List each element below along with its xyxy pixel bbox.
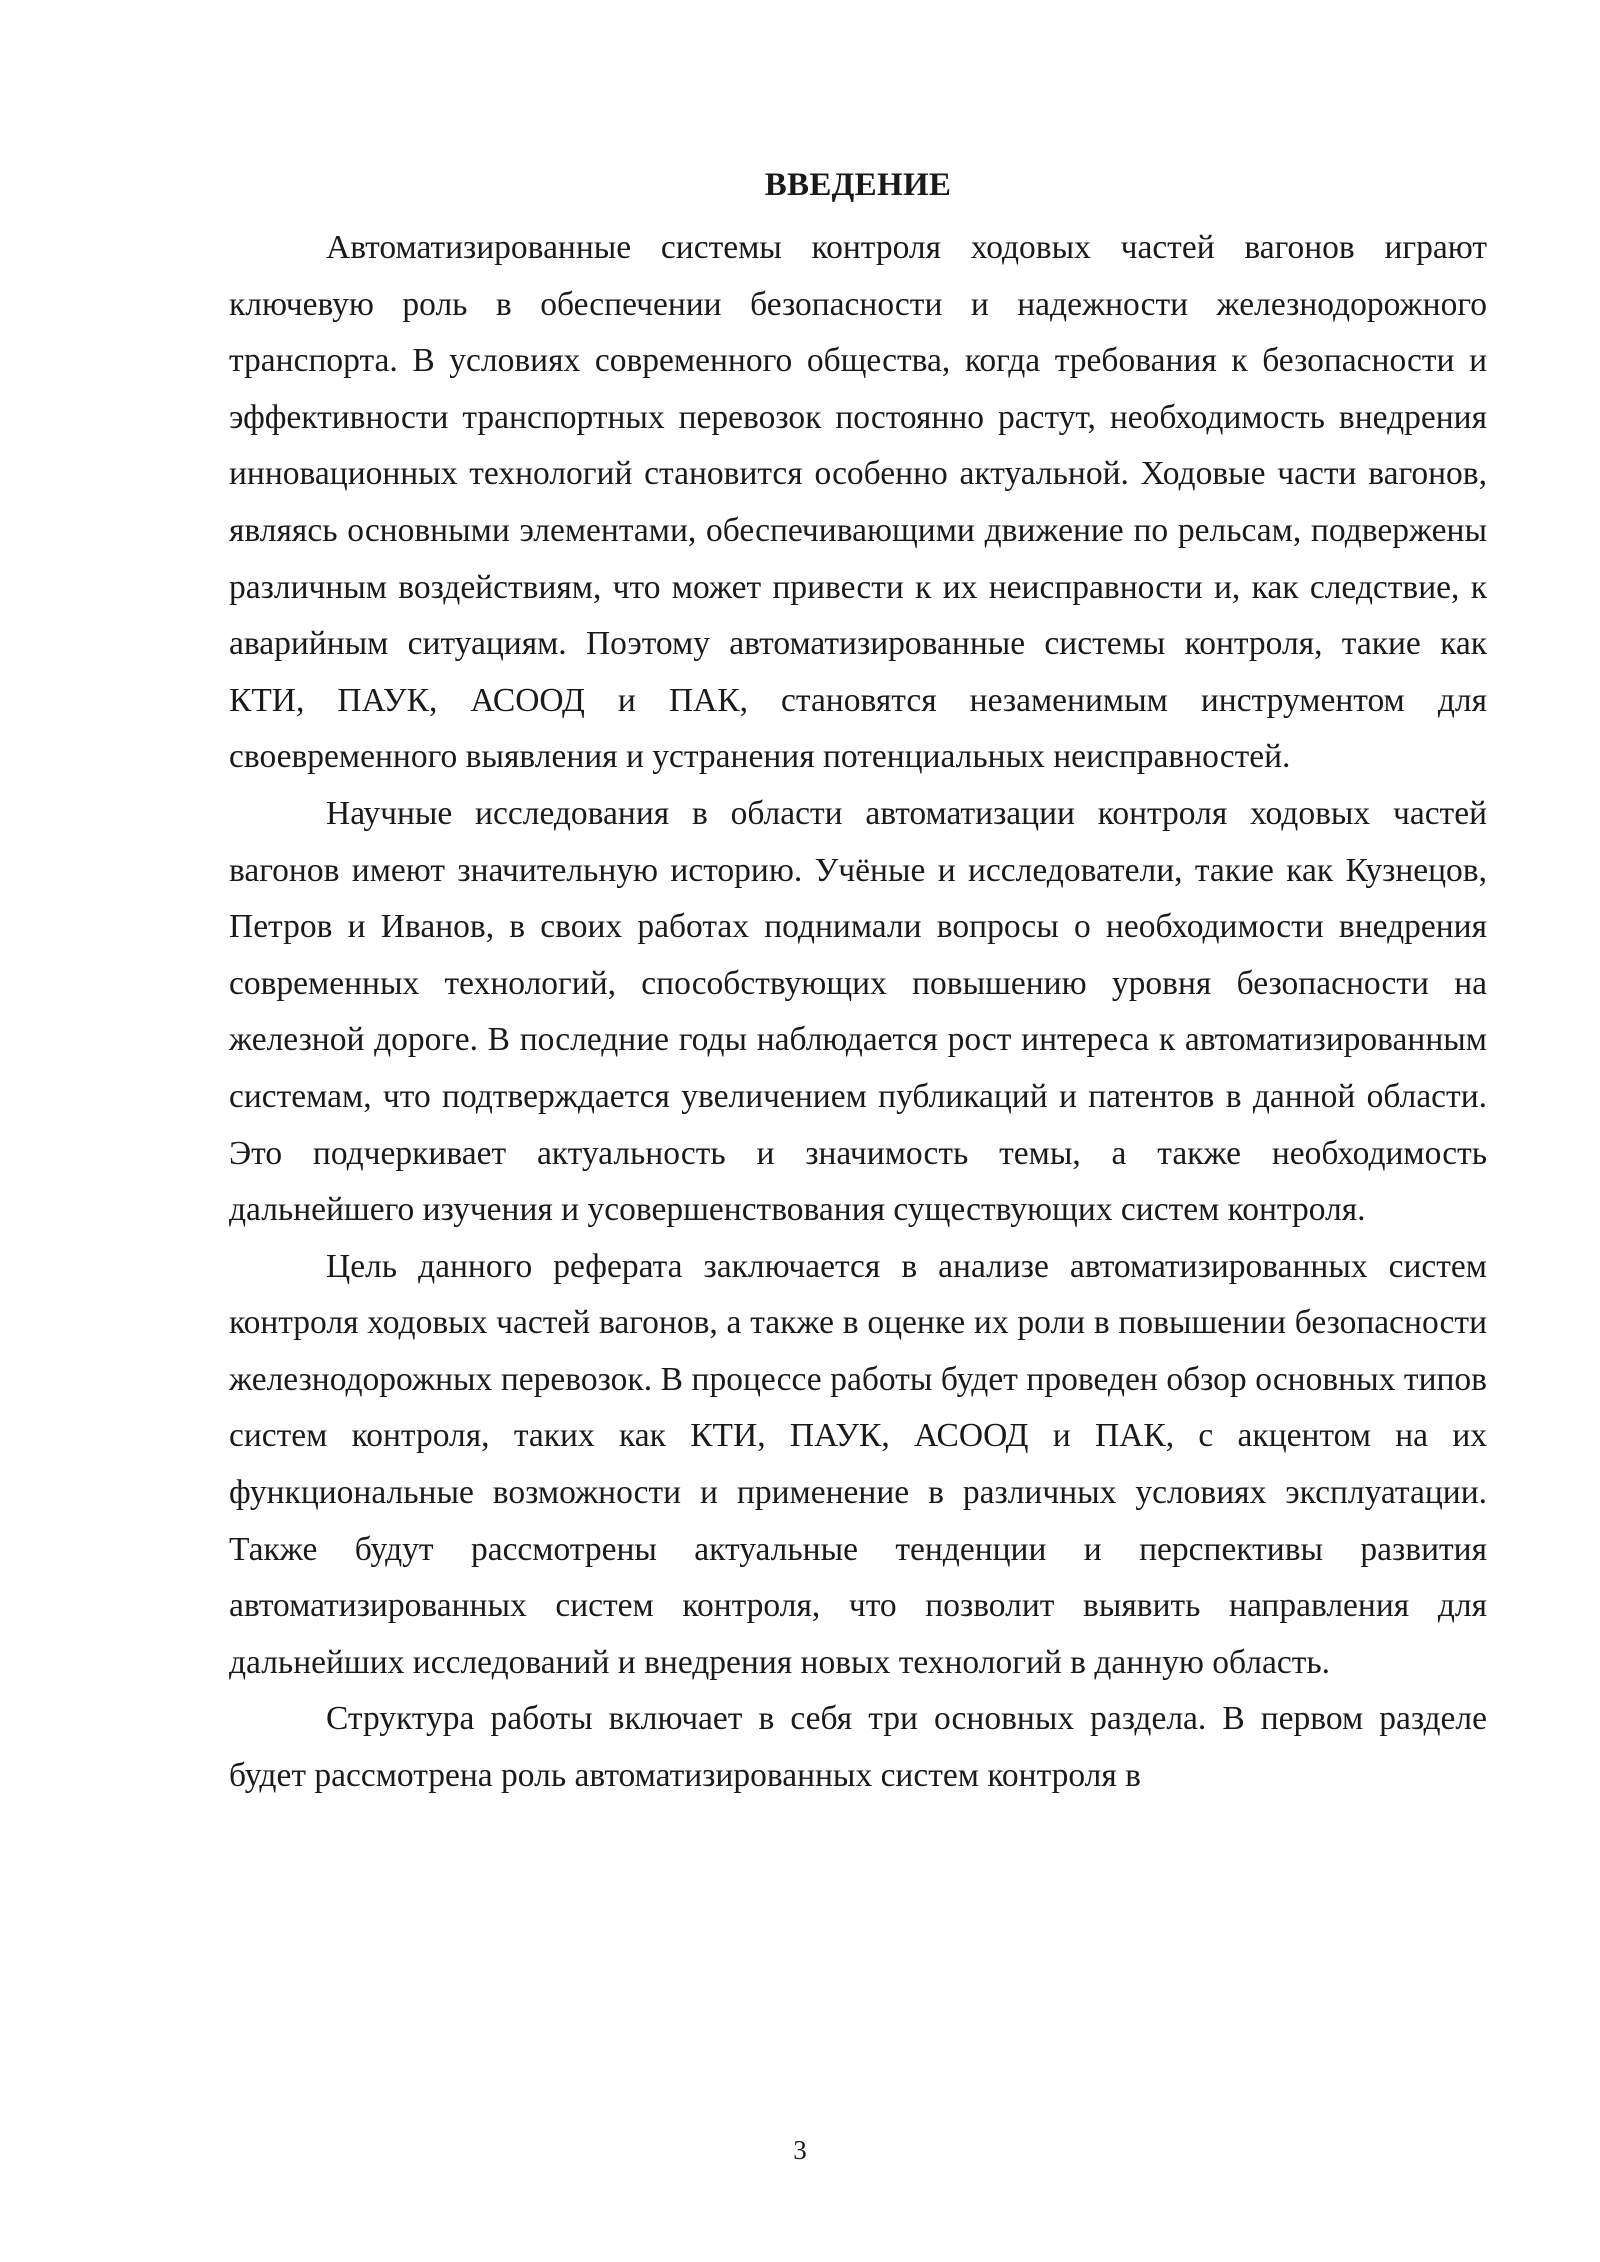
- paragraph-1: Автоматизированные системы контроля ходовых частей вагонов играют ключевую роль в обеспечении безопасности и надежности железнодорожного транспорта. В условиях современного общества, когда требования к безопасности и эффективности транспортных перевозок постоянно растут, необходимость внедрения инновационных технологий становится особенно актуальной. Ходовые части вагонов, являясь основными элементами, обеспечивающими движение по рельсам, подвержены различным воздействиям, что может привести к их неисправности и, как следствие, к аварийным ситуациям. Поэтому автоматизированные системы контроля, такие как КТИ, ПАУК, АСООД и ПАК, становятся незаменимым инструментом для своевременного выявления и устранения потенциальных неисправностей.: [229, 229, 1487, 776]
- paragraph-4: Структура работы включает в себя три основных раздела. В первом разделе будет рассмотрена роль автоматизированных систем контроля в: [229, 1700, 1487, 1795]
- section-heading: ВВЕДЕНИЕ: [764, 167, 952, 203]
- paragraph-2: Научные исследования в области автоматизации контроля ходовых частей вагонов имеют значительную историю. Учёные и исследователи, такие как Кузнецов, Петров и Иванов, в своих работах поднимали вопросы о необходимости внедрения современных технологий, способствующих повышению уровня безопасности на железной дороге. В последние годы наблюдается рост интереса к автоматизированным системам, что подтверждается увеличением публикаций и патентов в данной области. Это подчеркивает актуальность и значимость темы, а также необходимость дальнейшего изучения и усовершенствования существующих систем контроля.: [229, 794, 1487, 1229]
- page-number: 3: [793, 2135, 807, 2165]
- page-content: [229, 163, 1487, 1805]
- paragraph-3: Цель данного реферата заключается в анализе автоматизированных систем контроля ходовых частей вагонов, а также в оценке их роли в повышении безопасности железнодорожных перевозок. В процессе работы будет проведен обзор основных типов систем контроля, таких как КТИ, ПАУК, АСООД и ПАК, с акцентом на их функциональные возможности и применение в различных условиях эксплуатации. Также будут рассмотрены актуальные тенденции и перспективы развития автоматизированных систем контроля, что позволит выявить направления для дальнейших исследований и внедрения новых технологий в данную область.: [229, 1247, 1487, 1681]
